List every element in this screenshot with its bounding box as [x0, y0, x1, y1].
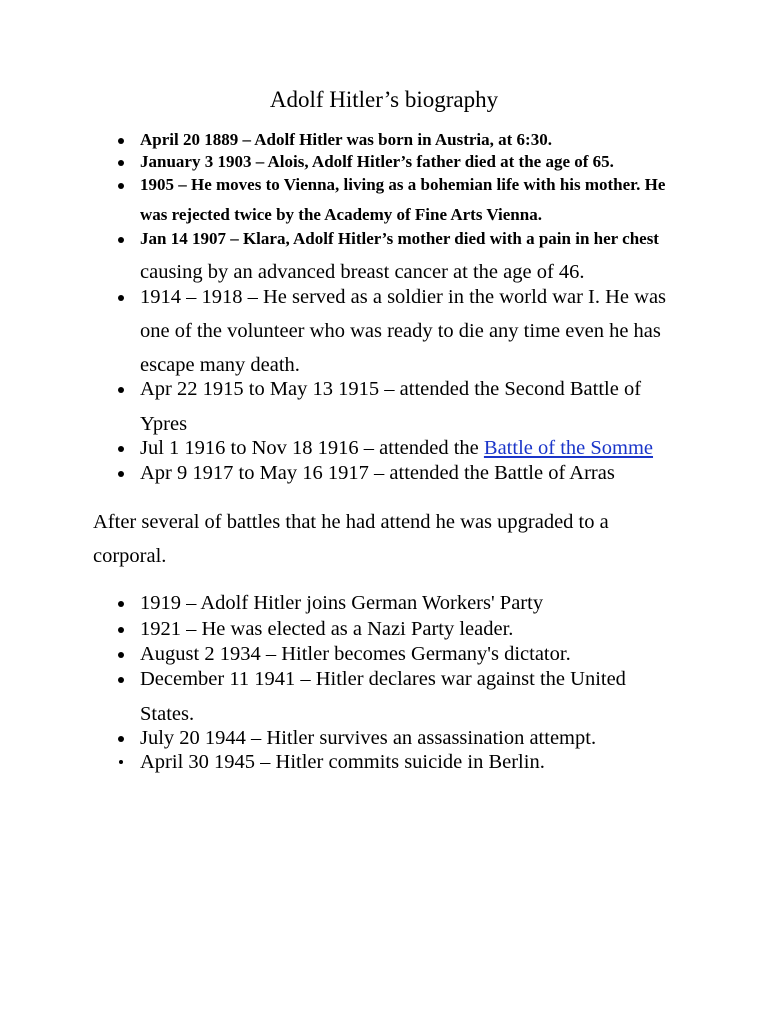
timeline-item-text: January 3 1903 – Alois, Adolf Hitler’s father died at the age of 65.: [140, 152, 614, 171]
timeline-item-continuation: States.: [140, 703, 195, 725]
list-bullet: [118, 387, 124, 393]
list-bullet: [118, 138, 124, 144]
timeline-item-text: 1919 – Adolf Hitler joins German Workers' Party: [140, 592, 544, 614]
paragraph-line: After several of battles that he had attend he was upgraded to a: [93, 511, 609, 533]
list-bullet: [119, 760, 123, 764]
timeline-item-text: 1914 – 1918 – He served as a soldier in the world war I. He was: [140, 286, 667, 308]
list-bullet: [118, 471, 124, 477]
list-bullet: [118, 601, 124, 607]
timeline-item-continuation: Ypres: [140, 413, 188, 435]
list-bullet: [118, 237, 124, 243]
timeline-item-continuation: was rejected twice by the Academy of Fine Arts Vienna.: [140, 205, 542, 224]
timeline-item-text: April 20 1889 – Adolf Hitler was born in Austria, at 6:30.: [140, 130, 552, 149]
battle-of-the-somme-link[interactable]: Battle of the Somme: [483, 437, 654, 459]
timeline-item-text: Apr 22 1915 to May 13 1915 – attended the Second Battle of: [140, 378, 642, 400]
list-bullet: [118, 677, 124, 683]
timeline-item-line: [140, 436, 653, 460]
list-bullet: [118, 627, 124, 633]
timeline-item-text: Apr 9 1917 to May 16 1917 – attended the Battle of Arras: [140, 462, 615, 484]
timeline-item-text: April 30 1945 – Hitler commits suicide in Berlin.: [140, 751, 545, 773]
timeline-item-text: July 20 1944 – Hitler survives an assassination attempt.: [140, 727, 597, 749]
timeline-item-continuation: one of the volunteer who was ready to die any time even he has: [140, 320, 661, 342]
list-bullet: [118, 736, 124, 742]
timeline-item-text: August 2 1934 – Hitler becomes Germany's dictator.: [140, 643, 571, 665]
timeline-item-text: 1905 – He moves to Vienna, living as a bohemian life with his mother. He: [140, 175, 666, 194]
document-title: Adolf Hitler’s biography: [269, 87, 499, 112]
timeline-item-text: Jul 1 1916 to Nov 18 1916 – attended the: [140, 437, 479, 459]
list-bullet: [118, 295, 124, 301]
timeline-item-text: Jan 14 1907 – Klara, Adolf Hitler’s mother died with a pain in her chest: [140, 229, 659, 248]
list-bullet: [118, 652, 124, 658]
list-bullet: [118, 160, 124, 166]
list-bullet: [118, 446, 124, 452]
timeline-item-continuation: causing by an advanced breast cancer at the age of 46.: [140, 261, 585, 283]
timeline-item-text: 1921 – He was elected as a Nazi Party leader.: [140, 618, 514, 640]
timeline-item-text: December 11 1941 – Hitler declares war against the United: [140, 668, 626, 690]
list-bullet: [118, 183, 124, 189]
timeline-item-continuation: escape many death.: [140, 354, 300, 376]
paragraph-line: corporal.: [93, 545, 167, 567]
